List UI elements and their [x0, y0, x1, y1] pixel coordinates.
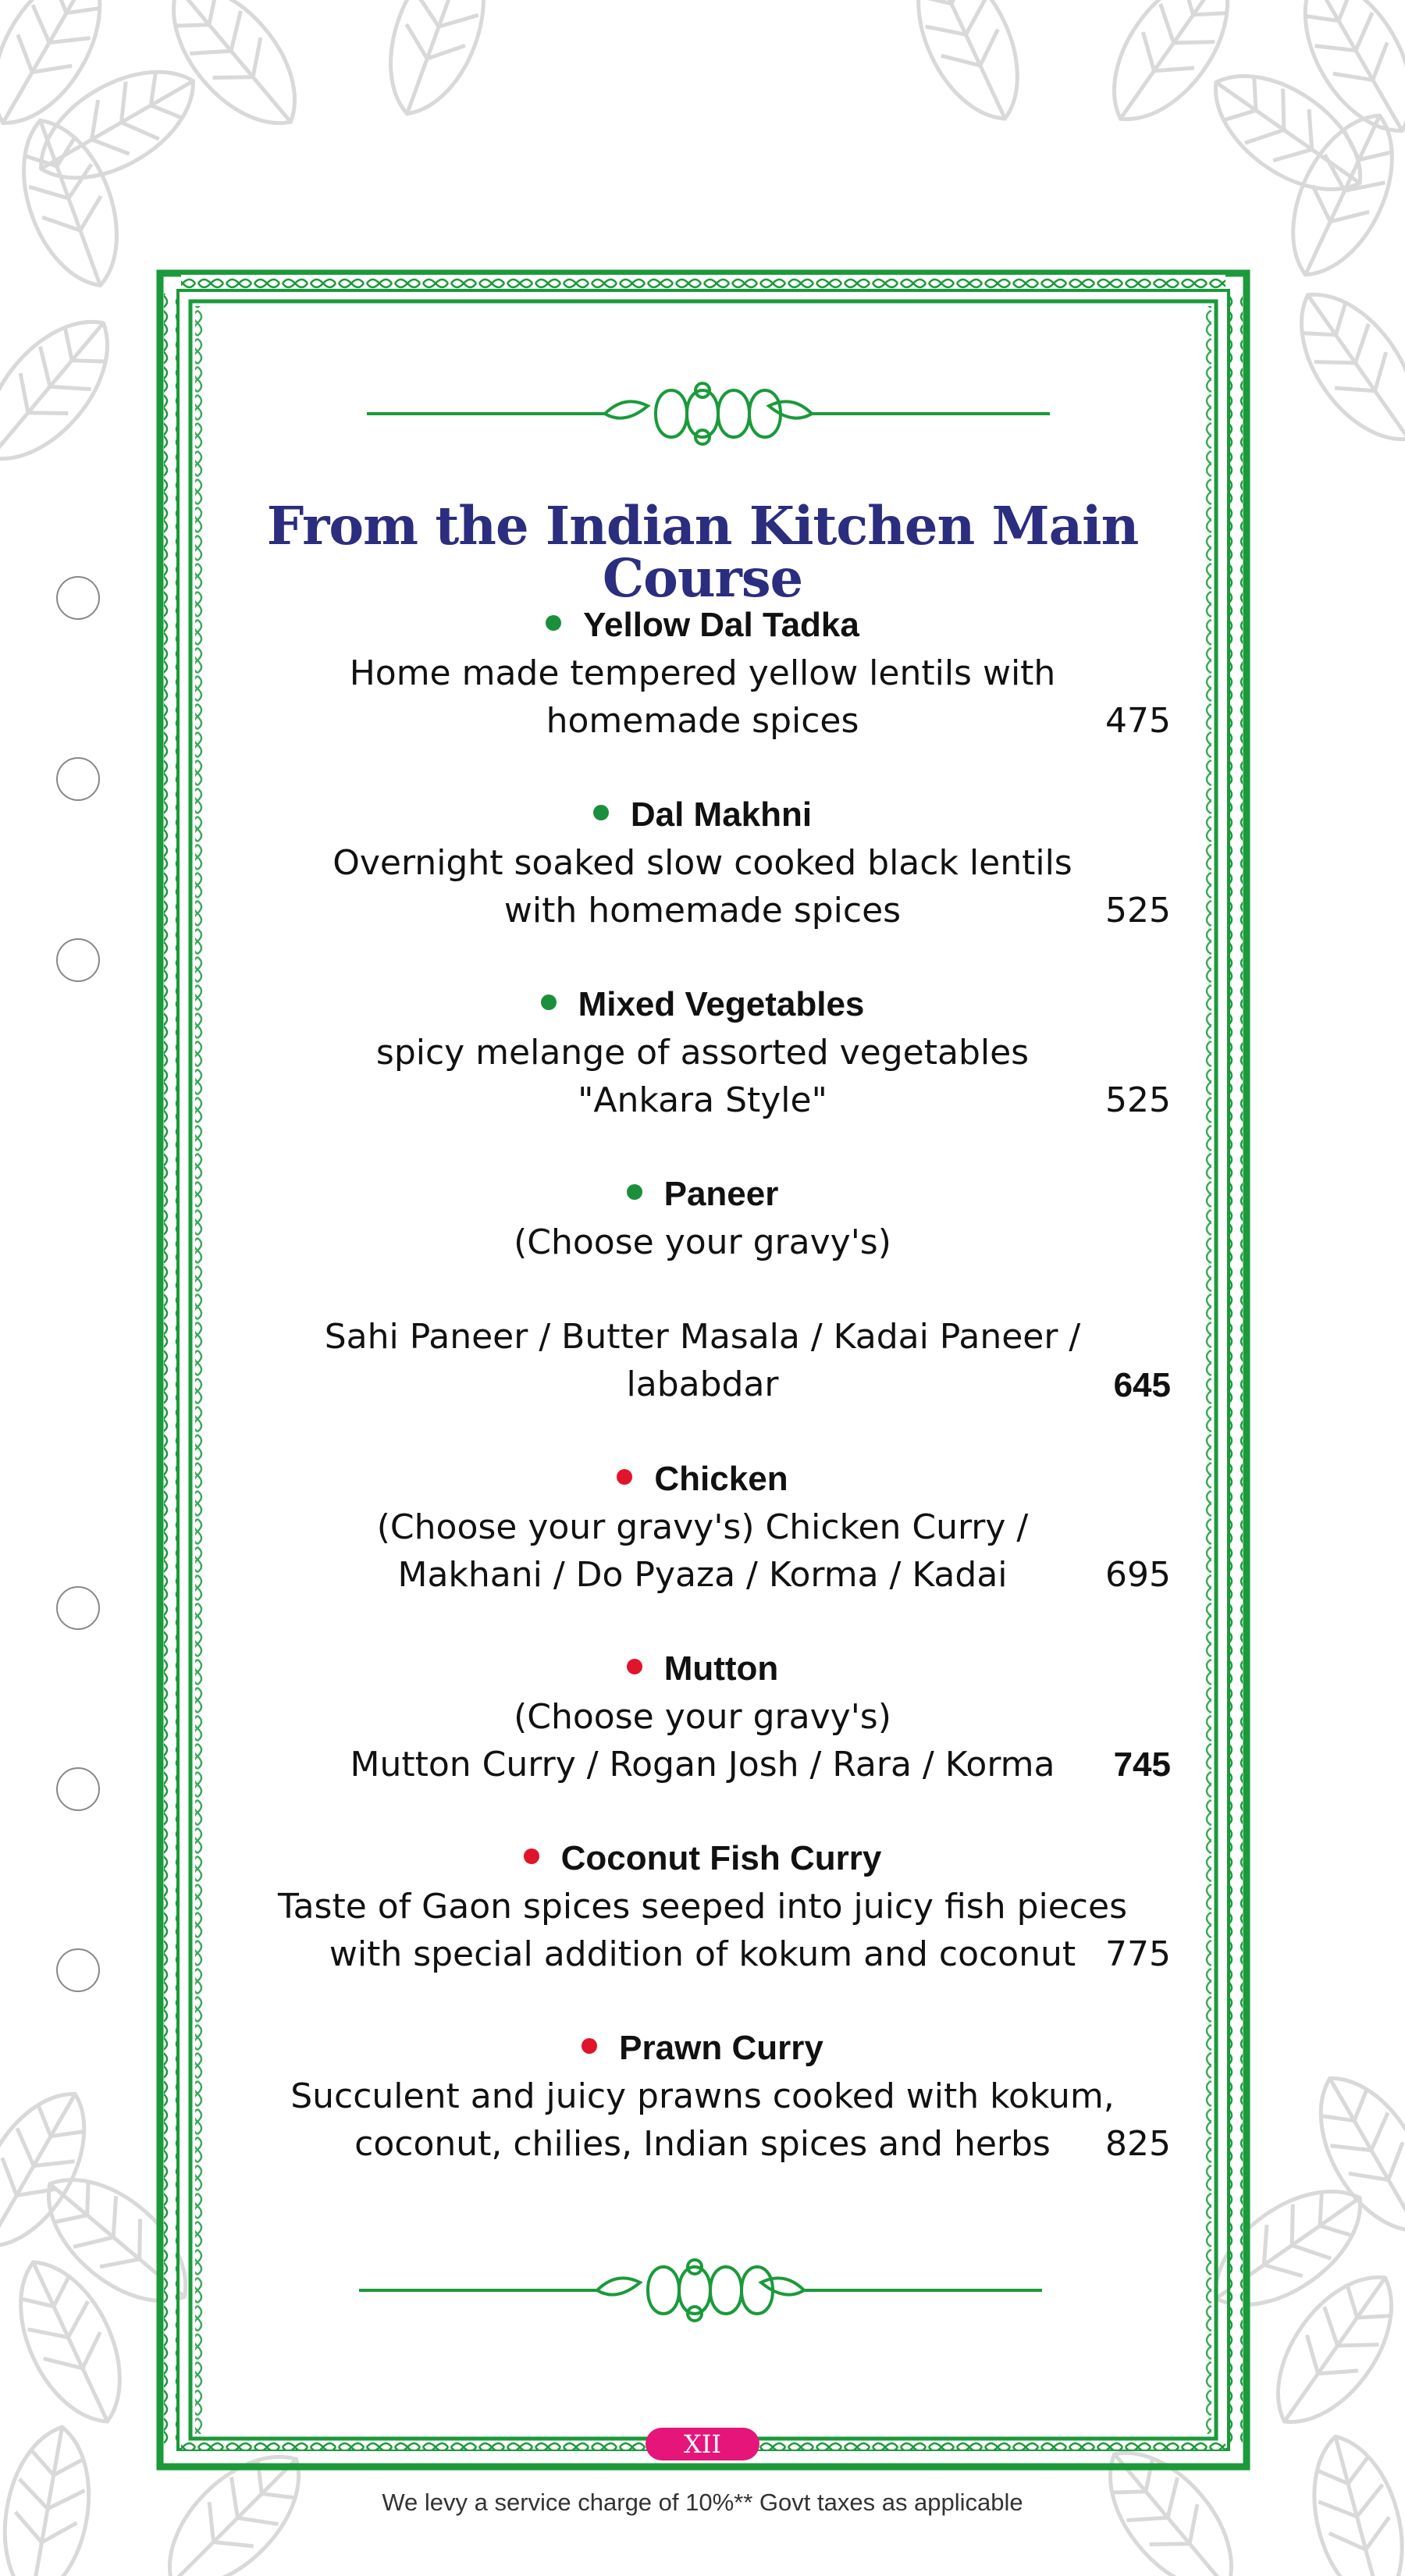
menu-item-name: [234, 1834, 1171, 1883]
service-charge-note: We levy a service charge of 10%** Govt taxes as applicable: [382, 2489, 1023, 2516]
veg-indicator-icon: [541, 994, 557, 1010]
menu-item-description: spicy melange of assorted vegetables: [375, 1033, 1030, 1073]
non-veg-indicator-icon: [582, 2038, 597, 2054]
veg-indicator-icon: [627, 1184, 642, 1200]
menu-item-description: (Choose your gravy's) Chicken Curry /: [376, 1507, 1029, 1547]
menu-item-name-text: Paneer: [663, 1175, 779, 1213]
bottom-flourish: [359, 2260, 1042, 2321]
menu-item-name-text: Yellow Dal Tadka: [583, 606, 859, 644]
menu-item-price: 745: [1113, 1745, 1171, 1784]
menu-item-name: [234, 1645, 1171, 1693]
non-veg-indicator-icon: [524, 1848, 539, 1864]
menu-item: [234, 1834, 1171, 1978]
page-title: From the Indian Kitchen Main Course: [266, 495, 1139, 609]
menu-item-description: Mutton Curry / Rogan Josh / Rara / Korma: [350, 1745, 1055, 1784]
menu-item: [234, 1645, 1171, 1788]
menu-item-description: Sahi Paneer / Butter Masala / Kadai Paneer /: [324, 1317, 1081, 1357]
menu-item-description: with homemade spices: [503, 891, 902, 930]
menu-item: [234, 2024, 1171, 2168]
menu-item-price: 475: [1105, 701, 1171, 741]
menu-item-name-text: Mutton: [663, 1649, 779, 1688]
menu-item-description: with special addition of kokum and coconut: [329, 1934, 1076, 1974]
veg-indicator-icon: [593, 805, 609, 820]
menu-item-name: [234, 1455, 1171, 1503]
menu-item: [234, 601, 1171, 745]
menu-item-name: [234, 791, 1171, 839]
non-veg-indicator-icon: [617, 1469, 632, 1485]
menu-item-description: Home made tempered yellow lentils with: [349, 653, 1056, 693]
menu-item-description: coconut, chilies, Indian spices and herbs: [354, 2124, 1051, 2164]
menu-item: [234, 1455, 1171, 1599]
menu-item-price: 695: [1105, 1555, 1171, 1595]
veg-indicator-icon: [546, 615, 561, 631]
menu-item-description: lababdar: [626, 1364, 779, 1404]
menu-item-price: 525: [1105, 1080, 1171, 1120]
menu-item: [234, 980, 1171, 1124]
menu-item-price: 825: [1105, 2124, 1171, 2164]
menu-item-name: [234, 980, 1171, 1029]
menu-item: [234, 1170, 1171, 1408]
menu-item-description: Makhani / Do Pyaza / Korma / Kadai: [397, 1555, 1008, 1595]
menu-item-name-text: Mixed Vegetables: [578, 985, 865, 1023]
menu-item-description: Taste of Gaon spices seeped into juicy fish pieces: [277, 1887, 1127, 1927]
menu-item-name: [234, 601, 1171, 649]
menu-item-description: homemade spices: [546, 701, 859, 741]
menu-item-name: [234, 2024, 1171, 2073]
menu-item-price: 645: [1113, 1366, 1171, 1404]
menu-item-description: (Choose your gravy's): [514, 1697, 891, 1737]
non-veg-indicator-icon: [627, 1659, 642, 1674]
menu-item-description: "Ankara Style": [578, 1080, 827, 1120]
menu-item-name-text: Dal Makhni: [630, 795, 813, 834]
menu-item-name-text: Prawn Curry: [619, 2029, 823, 2067]
menu-item-name: [234, 1170, 1171, 1219]
menu-item-description: [234, 1266, 1171, 1313]
menu-item-description: Succulent and juicy prawns cooked with kokum,: [290, 2076, 1115, 2116]
menu-item-name-text: Chicken: [654, 1460, 788, 1498]
page-number-badge: XII: [646, 2428, 759, 2460]
menu-item-price: 525: [1105, 891, 1171, 930]
menu-item-price: 775: [1105, 1934, 1171, 1974]
menu-item: [234, 791, 1171, 934]
top-flourish: [367, 383, 1050, 444]
menu-item-description: Overnight soaked slow cooked black lentils: [333, 843, 1072, 883]
menu-item-name-text: Coconut Fish Curry: [560, 1839, 882, 1877]
menu-item-description: (Choose your gravy's): [514, 1222, 891, 1262]
